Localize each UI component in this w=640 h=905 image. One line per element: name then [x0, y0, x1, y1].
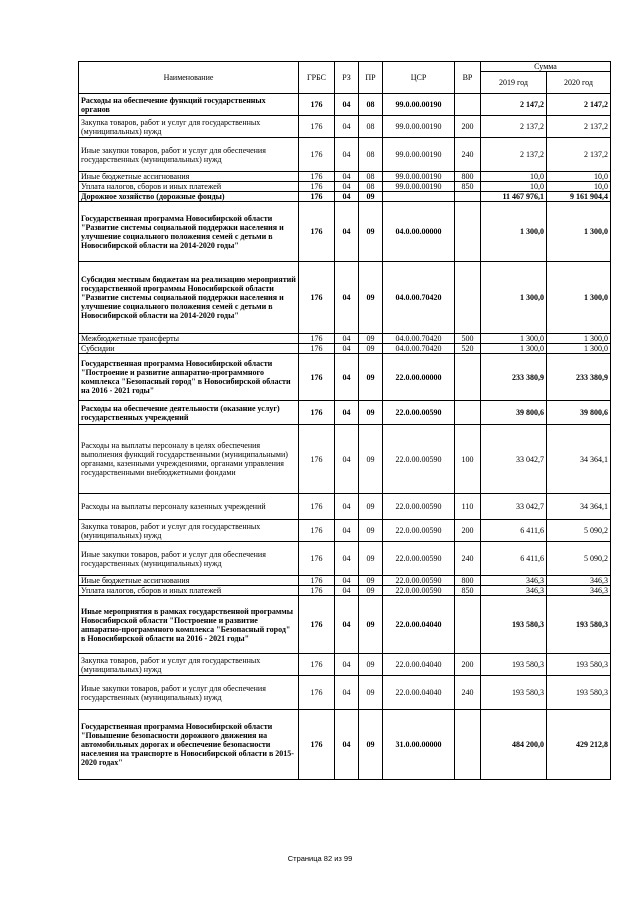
cell-rz: 04	[335, 676, 359, 710]
cell-name: Дорожное хозяйство (дорожные фонды)	[79, 192, 299, 202]
cell-sum-2019: 6 411,6	[481, 520, 547, 542]
table-row	[79, 334, 611, 344]
table-row	[79, 710, 611, 780]
table-body	[79, 94, 611, 780]
cell-sum-2019: 11 467 976,1	[481, 192, 547, 202]
table-row	[79, 94, 611, 116]
cell-vr: 800	[455, 172, 481, 182]
cell-csr	[383, 192, 455, 202]
cell-grbs: 176	[299, 94, 335, 116]
table-row	[79, 354, 611, 401]
cell-pr: 09	[359, 586, 383, 596]
cell-sum-2019: 1 300,0	[481, 344, 547, 354]
cell-sum-2020: 5 090,2	[547, 520, 611, 542]
cell-rz: 04	[335, 654, 359, 676]
cell-rz: 04	[335, 94, 359, 116]
header-vr: ВР	[455, 62, 481, 94]
cell-name: Иные закупки товаров, работ и услуг для обеспечения государственных (муниципальных) нужд	[79, 676, 299, 710]
cell-sum-2020: 9 161 904,4	[547, 192, 611, 202]
cell-sum-2019: 346,3	[481, 586, 547, 596]
cell-vr: 240	[455, 676, 481, 710]
table-header	[79, 62, 611, 94]
cell-sum-2019: 193 580,3	[481, 676, 547, 710]
cell-sum-2019: 193 580,3	[481, 596, 547, 654]
cell-sum-2020: 2 137,2	[547, 116, 611, 138]
header-sum: Сумма	[481, 62, 611, 72]
cell-csr: 22.0.00.00590	[383, 576, 455, 586]
cell-pr: 09	[359, 262, 383, 334]
cell-sum-2019: 2 147,2	[481, 94, 547, 116]
cell-grbs: 176	[299, 520, 335, 542]
cell-rz: 04	[335, 202, 359, 262]
cell-sum-2020: 193 580,3	[547, 596, 611, 654]
cell-pr: 09	[359, 576, 383, 586]
cell-sum-2020: 1 300,0	[547, 344, 611, 354]
cell-vr: 200	[455, 116, 481, 138]
cell-csr: 22.0.00.00000	[383, 354, 455, 401]
cell-sum-2019: 33 042,7	[481, 425, 547, 494]
cell-sum-2019: 6 411,6	[481, 542, 547, 576]
cell-rz: 04	[335, 182, 359, 192]
cell-pr: 09	[359, 494, 383, 520]
cell-name: Уплата налогов, сборов и иных платежей	[79, 182, 299, 192]
cell-csr: 04.0.00.70420	[383, 262, 455, 334]
table-row	[79, 262, 611, 334]
cell-sum-2020: 1 300,0	[547, 202, 611, 262]
cell-pr: 08	[359, 172, 383, 182]
cell-pr: 09	[359, 520, 383, 542]
cell-sum-2019: 2 137,2	[481, 116, 547, 138]
cell-csr: 04.0.00.00000	[383, 202, 455, 262]
cell-vr: 850	[455, 182, 481, 192]
cell-csr: 99.0.00.00190	[383, 172, 455, 182]
cell-pr: 09	[359, 401, 383, 425]
cell-rz: 04	[335, 344, 359, 354]
cell-pr: 08	[359, 182, 383, 192]
cell-vr: 800	[455, 576, 481, 586]
cell-rz: 04	[335, 401, 359, 425]
cell-csr: 22.0.00.00590	[383, 425, 455, 494]
cell-grbs: 176	[299, 586, 335, 596]
cell-csr: 99.0.00.00190	[383, 94, 455, 116]
cell-vr: 850	[455, 586, 481, 596]
cell-rz: 04	[335, 354, 359, 401]
cell-sum-2019: 1 300,0	[481, 262, 547, 334]
cell-grbs: 176	[299, 344, 335, 354]
cell-pr: 09	[359, 676, 383, 710]
cell-sum-2020: 1 300,0	[547, 262, 611, 334]
table-row	[79, 596, 611, 654]
table-row	[79, 202, 611, 262]
cell-vr: 110	[455, 494, 481, 520]
cell-name: Иные мероприятия в рамках государственной программы Новосибирской области "Построение и развитие аппаратно-программного комплекса "Безопасный город" в Новосибирской области на 2016 - 2021 годы"	[79, 596, 299, 654]
cell-pr: 09	[359, 596, 383, 654]
cell-sum-2019: 484 200,0	[481, 710, 547, 780]
cell-rz: 04	[335, 520, 359, 542]
cell-grbs: 176	[299, 202, 335, 262]
cell-sum-2019: 346,3	[481, 576, 547, 586]
header-pr: ПР	[359, 62, 383, 94]
cell-sum-2020: 34 364,1	[547, 494, 611, 520]
budget-table	[78, 61, 611, 780]
cell-grbs: 176	[299, 654, 335, 676]
cell-name: Закупка товаров, работ и услуг для государственных (муниципальных) нужд	[79, 116, 299, 138]
table-row	[79, 542, 611, 576]
cell-vr: 520	[455, 344, 481, 354]
table-row	[79, 425, 611, 494]
cell-vr: 200	[455, 520, 481, 542]
cell-pr: 09	[359, 654, 383, 676]
cell-rz: 04	[335, 262, 359, 334]
cell-grbs: 176	[299, 334, 335, 344]
cell-sum-2019: 1 300,0	[481, 334, 547, 344]
header-grbs: ГРБС	[299, 62, 335, 94]
cell-sum-2019: 1 300,0	[481, 202, 547, 262]
cell-rz: 04	[335, 116, 359, 138]
cell-rz: 04	[335, 172, 359, 182]
cell-sum-2020: 346,3	[547, 576, 611, 586]
cell-sum-2020: 10,0	[547, 172, 611, 182]
cell-csr: 22.0.00.04040	[383, 596, 455, 654]
cell-sum-2019: 2 137,2	[481, 138, 547, 172]
cell-pr: 09	[359, 354, 383, 401]
cell-grbs: 176	[299, 262, 335, 334]
table-row	[79, 676, 611, 710]
cell-sum-2020: 429 212,8	[547, 710, 611, 780]
table-row	[79, 576, 611, 586]
cell-name: Расходы на обеспечение функций государственных органов	[79, 94, 299, 116]
header-year-2019: 2019 год	[481, 72, 547, 94]
cell-csr: 22.0.00.00590	[383, 401, 455, 425]
cell-name: Государственная программа Новосибирской области "Развитие системы социальной поддержки населения и улучшение социального положения семей с детьми в Новосибирской области на 2014-2020 годы"	[79, 202, 299, 262]
cell-sum-2020: 10,0	[547, 182, 611, 192]
cell-vr: 240	[455, 542, 481, 576]
cell-pr: 08	[359, 138, 383, 172]
cell-csr: 04.0.00.70420	[383, 344, 455, 354]
table-row	[79, 494, 611, 520]
cell-grbs: 176	[299, 354, 335, 401]
cell-name: Межбюджетные трансферты	[79, 334, 299, 344]
cell-vr	[455, 710, 481, 780]
cell-vr	[455, 192, 481, 202]
cell-sum-2019: 33 042,7	[481, 494, 547, 520]
cell-grbs: 176	[299, 710, 335, 780]
cell-sum-2020: 39 800,6	[547, 401, 611, 425]
cell-name: Закупка товаров, работ и услуг для государственных (муниципальных) нужд	[79, 520, 299, 542]
cell-rz: 04	[335, 334, 359, 344]
table-row	[79, 182, 611, 192]
cell-rz: 04	[335, 576, 359, 586]
cell-csr: 22.0.00.00590	[383, 542, 455, 576]
cell-csr: 31.0.00.00000	[383, 710, 455, 780]
cell-name: Государственная программа Новосибирской области "Повышение безопасности дорожного движения на автомобильных дорогах и обеспечение безопасности населения на транспорте в Новосибирской области в 2015-2020 годах"	[79, 710, 299, 780]
cell-grbs: 176	[299, 172, 335, 182]
cell-name: Субсидии	[79, 344, 299, 354]
cell-grbs: 176	[299, 192, 335, 202]
table-row	[79, 192, 611, 202]
table-row	[79, 344, 611, 354]
header-year-2020: 2020 год	[547, 72, 611, 94]
table-row	[79, 520, 611, 542]
cell-rz: 04	[335, 542, 359, 576]
cell-name: Закупка товаров, работ и услуг для государственных (муниципальных) нужд	[79, 654, 299, 676]
cell-csr: 99.0.00.00190	[383, 182, 455, 192]
cell-vr	[455, 202, 481, 262]
header-rz: РЗ	[335, 62, 359, 94]
table-row	[79, 138, 611, 172]
cell-rz: 04	[335, 425, 359, 494]
cell-sum-2020: 34 364,1	[547, 425, 611, 494]
cell-name: Иные закупки товаров, работ и услуг для обеспечения государственных (муниципальных) нужд	[79, 138, 299, 172]
cell-sum-2019: 39 800,6	[481, 401, 547, 425]
cell-csr: 22.0.00.00590	[383, 586, 455, 596]
cell-grbs: 176	[299, 676, 335, 710]
cell-rz: 04	[335, 192, 359, 202]
cell-sum-2020: 5 090,2	[547, 542, 611, 576]
cell-sum-2020: 346,3	[547, 586, 611, 596]
header-name: Наименование	[79, 62, 299, 94]
cell-vr: 100	[455, 425, 481, 494]
cell-sum-2019: 193 580,3	[481, 654, 547, 676]
cell-pr: 09	[359, 334, 383, 344]
cell-grbs: 176	[299, 401, 335, 425]
table-row	[79, 116, 611, 138]
cell-sum-2020: 2 137,2	[547, 138, 611, 172]
cell-sum-2020: 1 300,0	[547, 334, 611, 344]
cell-vr: 500	[455, 334, 481, 344]
cell-sum-2019: 233 380,9	[481, 354, 547, 401]
cell-rz: 04	[335, 494, 359, 520]
cell-name: Расходы на выплаты персоналу в целях обеспечения выполнения функций государственными (муниципальными) органами, казенными учреждениями, органами управления государственными внебюджетными фондами	[79, 425, 299, 494]
cell-csr: 99.0.00.00190	[383, 138, 455, 172]
cell-grbs: 176	[299, 596, 335, 654]
cell-csr: 22.0.00.04040	[383, 654, 455, 676]
cell-pr: 09	[359, 192, 383, 202]
cell-sum-2020: 193 580,3	[547, 676, 611, 710]
cell-pr: 08	[359, 94, 383, 116]
cell-pr: 09	[359, 344, 383, 354]
cell-sum-2020: 233 380,9	[547, 354, 611, 401]
cell-grbs: 176	[299, 116, 335, 138]
table-row	[79, 172, 611, 182]
cell-name: Иные закупки товаров, работ и услуг для обеспечения государственных (муниципальных) нужд	[79, 542, 299, 576]
cell-vr	[455, 596, 481, 654]
cell-csr: 04.0.00.70420	[383, 334, 455, 344]
cell-pr: 09	[359, 710, 383, 780]
cell-name: Расходы на обеспечение деятельности (оказание услуг) государственных учреждений	[79, 401, 299, 425]
cell-name: Государственная программа Новосибирской области "Построение и развитие аппаратно-программного комплекса "Безопасный город" в Новосибирской области на 2016 - 2021 годы"	[79, 354, 299, 401]
table-row	[79, 586, 611, 596]
cell-name: Расходы на выплаты персоналу казенных учреждений	[79, 494, 299, 520]
cell-grbs: 176	[299, 542, 335, 576]
cell-sum-2020: 2 147,2	[547, 94, 611, 116]
cell-csr: 22.0.00.04040	[383, 676, 455, 710]
cell-rz: 04	[335, 138, 359, 172]
cell-csr: 99.0.00.00190	[383, 116, 455, 138]
table-row	[79, 401, 611, 425]
cell-vr	[455, 262, 481, 334]
cell-grbs: 176	[299, 425, 335, 494]
cell-sum-2019: 10,0	[481, 172, 547, 182]
cell-rz: 04	[335, 596, 359, 654]
cell-sum-2020: 193 580,3	[547, 654, 611, 676]
cell-vr: 200	[455, 654, 481, 676]
cell-vr	[455, 354, 481, 401]
cell-pr: 09	[359, 425, 383, 494]
cell-vr: 240	[455, 138, 481, 172]
cell-name: Иные бюджетные ассигнования	[79, 576, 299, 586]
cell-grbs: 176	[299, 576, 335, 586]
cell-vr	[455, 94, 481, 116]
cell-grbs: 176	[299, 182, 335, 192]
cell-sum-2019: 10,0	[481, 182, 547, 192]
cell-rz: 04	[335, 710, 359, 780]
cell-csr: 22.0.00.00590	[383, 494, 455, 520]
cell-pr: 09	[359, 202, 383, 262]
cell-name: Субсидия местным бюджетам на реализацию мероприятий государственной программы Новосибирской области "Развитие системы социальной поддержки населения и улучшение социального положения семей с детьми в Новосибирской области на 2014-2020 годы"	[79, 262, 299, 334]
page-number: Страница 82 из 99	[287, 854, 353, 863]
cell-csr: 22.0.00.00590	[383, 520, 455, 542]
cell-vr	[455, 401, 481, 425]
table-row	[79, 654, 611, 676]
cell-name: Уплата налогов, сборов и иных платежей	[79, 586, 299, 596]
header-csr: ЦСР	[383, 62, 455, 94]
cell-pr: 08	[359, 116, 383, 138]
cell-rz: 04	[335, 586, 359, 596]
cell-grbs: 176	[299, 138, 335, 172]
cell-name: Иные бюджетные ассигнования	[79, 172, 299, 182]
cell-pr: 09	[359, 542, 383, 576]
cell-grbs: 176	[299, 494, 335, 520]
